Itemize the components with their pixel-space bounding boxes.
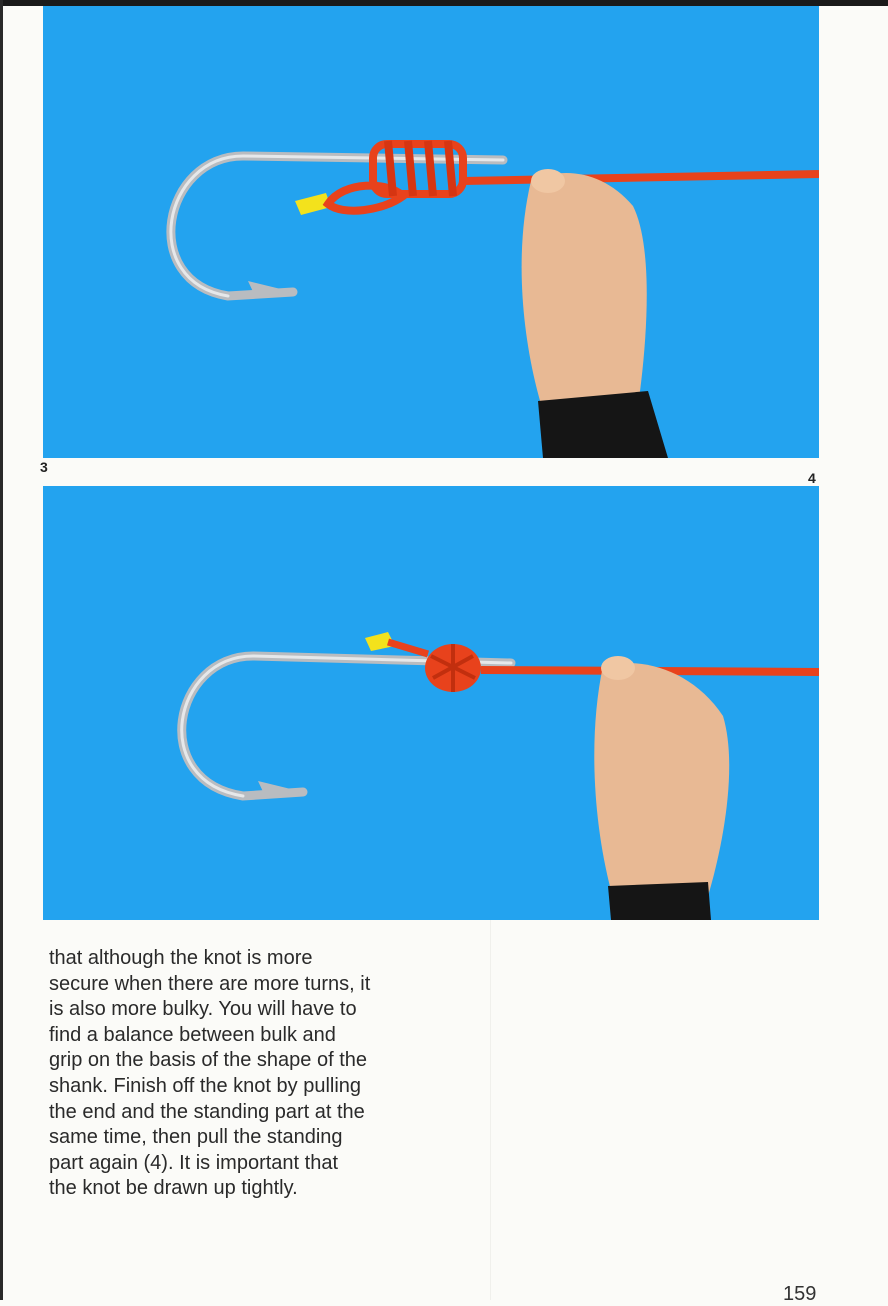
text-line: part again (4). It is important that: [49, 1151, 339, 1174]
figure-number-3: 3: [40, 459, 48, 475]
instruction-paragraph: [49, 946, 409, 1202]
hook-knot-photo-4-icon: [43, 486, 819, 920]
text-line: secure when there are more turns, it: [49, 972, 371, 995]
text-line: find a balance between bulk and: [49, 1023, 336, 1046]
text-line: the knot be drawn up tightly.: [49, 1177, 298, 1200]
column-gutter: [490, 920, 491, 1300]
text-line: grip on the basis of the shape of the: [49, 1049, 367, 1072]
page-number: 159: [783, 1283, 817, 1305]
page-left-edge: [0, 0, 3, 1300]
text-line: the end and the standing part at the: [49, 1100, 365, 1123]
text-line: is also more bulky. You will have to: [49, 998, 357, 1021]
text-line: shank. Finish off the knot by pulling: [49, 1074, 362, 1097]
hook-knot-photo-3-icon: [43, 6, 819, 458]
figure-number-4: 4: [808, 470, 816, 486]
text-line: same time, then pull the standing: [49, 1126, 343, 1149]
text-line: that although the knot is more: [49, 947, 313, 969]
photo-4-hook-knot-finished: [43, 486, 819, 920]
photo-3-hook-knot-in-progress: [43, 6, 819, 458]
